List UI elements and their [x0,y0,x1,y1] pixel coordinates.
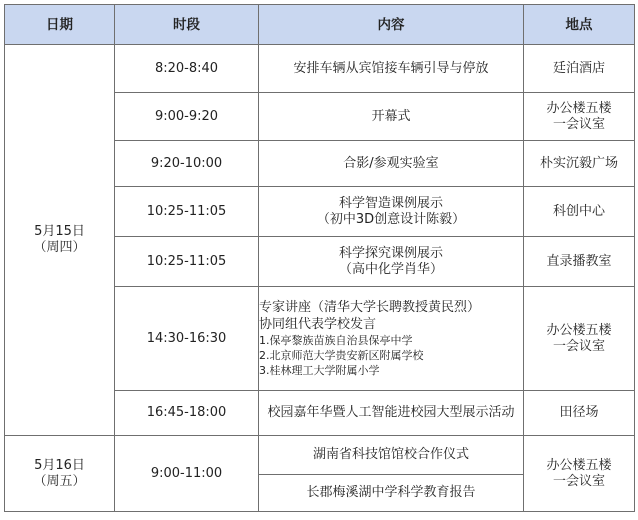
time-cell: 9:00-11:00 [115,436,259,512]
content-cell: 安排车辆从宾馆接车辆引导与停放 [259,45,524,93]
content-cell: 长郡梅溪湖中学科学教育报告 [259,475,524,512]
school-item: 2.北京师范大学贵安新区附属学校 [259,349,424,362]
header-row [5,5,635,45]
time-cell: 10:25-11:05 [115,187,259,237]
table-row [5,45,635,93]
day1-date: 5月15日 [34,224,85,239]
time-cell: 16:45-18:00 [115,391,259,436]
content-cell [259,287,524,391]
content-line: （初中3D创意设计陈毅） [316,211,466,227]
header-place: 地点 [524,5,635,45]
schedule-table [4,4,635,512]
header-content: 内容 [259,5,524,45]
place-cell: 直录播教室 [524,237,635,287]
table-row [5,436,635,475]
day2-date: 5月16日 [34,457,85,473]
time-cell: 14:30-16:30 [115,287,259,391]
place-cell: 田径场 [524,391,635,436]
content-line: 协同组代表学校发言 [259,317,377,332]
school-item: 3.桂林理工大学附属小学 [259,364,380,377]
content-cell: 校园嘉年华暨人工智能进校园大型展示活动 [259,391,524,436]
place-line: 办公楼五楼 [546,100,612,116]
content-line: 科学智造课例展示 [338,195,443,211]
time-cell: 8:20-8:40 [115,45,259,93]
place-line: 一会议室 [552,338,605,354]
day2-date-cell [5,436,115,512]
content-cell [259,187,524,237]
place-cell [524,93,635,141]
content-cell [259,237,524,287]
place-line: 一会议室 [552,473,605,489]
school-item: 1.保亭黎族苗族自治县保亭中学 [259,334,413,347]
place-line: 一会议室 [552,116,605,132]
content-line: 科学探究课例展示 [338,245,443,261]
header-time: 时段 [115,5,259,45]
place-cell: 朴实沉毅广场 [524,141,635,187]
time-cell: 9:00-9:20 [115,93,259,141]
content-line: 专家讲座（清华大学长聘教授黄民烈） [259,300,481,315]
day1-date-cell [5,45,115,436]
place-cell [524,287,635,391]
day1-weekday: （周四） [33,240,86,255]
day2-weekday: （周五） [33,473,86,489]
content-line: （高中化学肖华） [338,261,443,277]
place-cell: 科创中心 [524,187,635,237]
time-cell: 9:20-10:00 [115,141,259,187]
time-cell: 10:25-11:05 [115,237,259,287]
place-cell: 廷泊酒店 [524,45,635,93]
place-line: 办公楼五楼 [546,457,612,473]
header-date: 日期 [5,5,115,45]
place-cell [524,436,635,512]
content-cell: 开幕式 [259,93,524,141]
content-cell: 合影/参观实验室 [259,141,524,187]
place-line: 办公楼五楼 [546,322,612,338]
content-cell: 湖南省科技馆馆校合作仪式 [259,436,524,475]
